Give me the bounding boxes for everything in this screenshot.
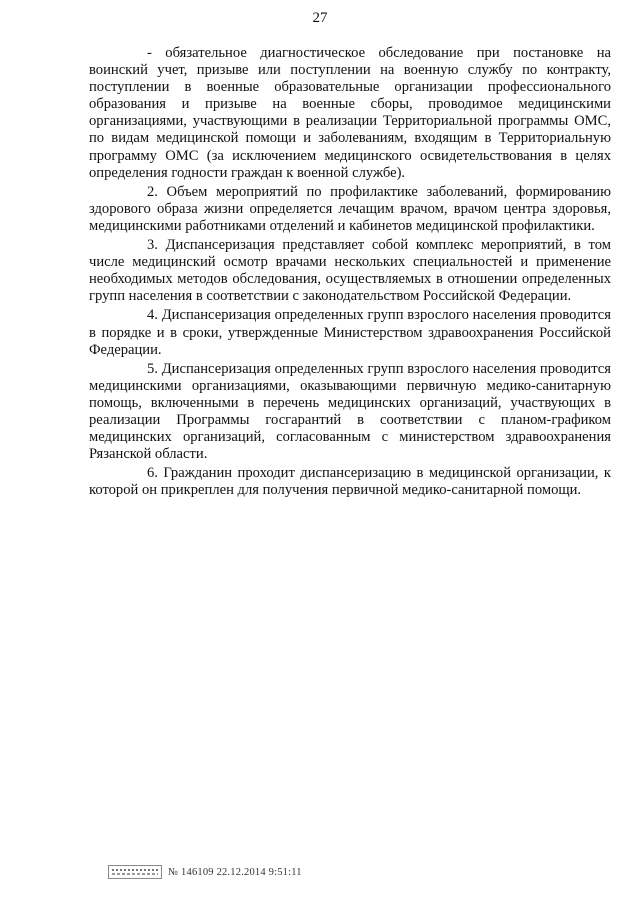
stamp-logo-icon <box>108 865 162 879</box>
paragraph-6-citizen: 6. Гражданин проходит диспансеризацию в медицинской организации, к которой он прикреплен для получения первичной медико-санитарной помощи. <box>89 465 611 499</box>
page-number: 27 <box>312 10 328 26</box>
paragraph-5-organizations: 5. Диспансеризация определенных групп взрослого населения проводится медицинскими организациями, оказывающими первичную медико-санитарную помощь, включенными в перечень медицинских организаций, участвующих в реализации Программы госгарантий в соответствии с планом-графиком медицинских организаций, согласованным с министерством здравоохранения Рязанской области. <box>89 360 611 463</box>
document-footer <box>108 862 302 882</box>
paragraph-4-procedure: 4. Диспансеризация определенных групп взрослого населения проводится в порядке и в сроки, утвержденные Министерством здравоохранения Российской Федерации. <box>89 307 611 358</box>
paragraph-2-prevention: 2. Объем мероприятий по профилактике заболеваний, формированию здорового образа жизни определяется лечащим врачом, врачом центра здоровья, медицинскими работниками отделений и кабинетов медицинской профилактики. <box>89 183 611 234</box>
document-id-stamp: № 146109 22.12.2014 9:51:11 <box>168 866 302 878</box>
paragraph-3-dispensarization: 3. Диспансеризация представляет собой комплекс мероприятий, в том числе медицинский осмотр врачами нескольких специальностей и применение необходимых методов обследования, осуществляемых в отношении определенных групп населения в соответствии с законодательством Российской Федерации. <box>89 237 611 305</box>
paragraph-diagnostic-exam: - обязательное диагностическое обследование при постановке на воинский учет, призыве или поступлении на военную службу по контракту, поступлении в военные образовательные организации профессионального образования и призыве на военные сборы, проводимое медицинскими организациями, участвующими в реализации Территориальной программы ОМС, по видам медицинской помощи и заболеваниям, входящим в Территориальную программу ОМС (за исключением медицинского освидетельствования в целях определения годности граждан к военной службе). <box>89 45 611 181</box>
document-body <box>89 45 611 501</box>
